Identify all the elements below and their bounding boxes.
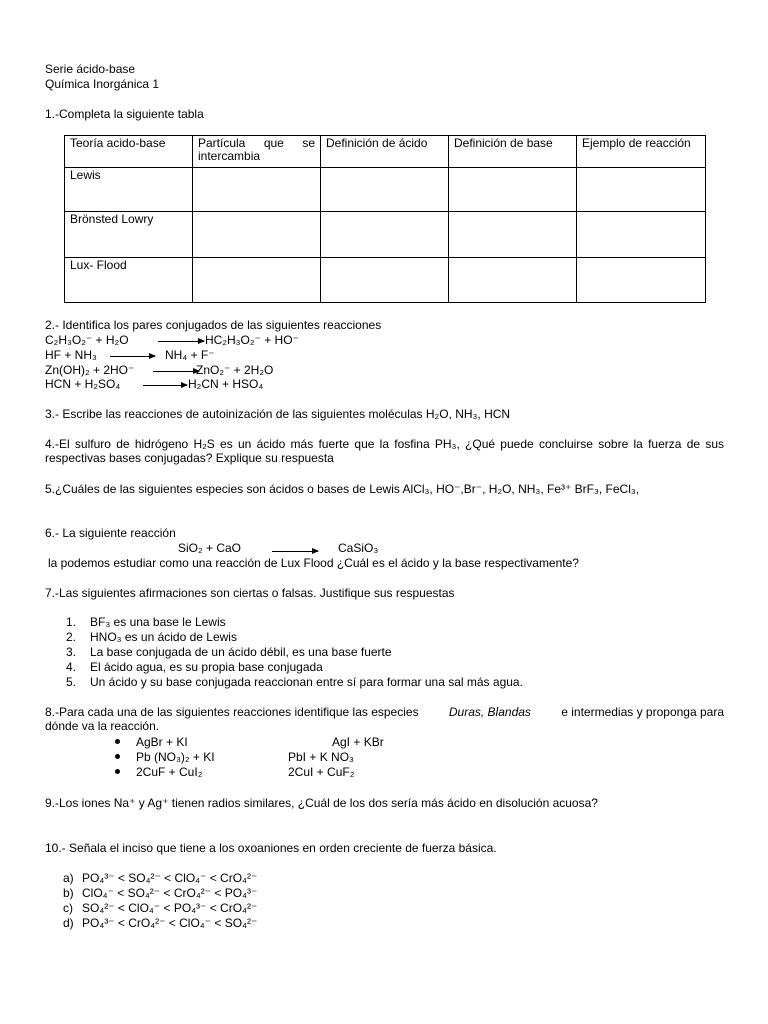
q7-item: El ácido agua, es su propia base conjugada xyxy=(90,660,323,674)
q2-reaction-3-left: Zn(OH)₂ + 2HO⁻ xyxy=(45,363,135,377)
q7-marker: 4. xyxy=(66,660,77,674)
q2-reaction-1-left: C₂H₃O₂⁻ + H₂O xyxy=(45,333,129,347)
q7-item: BF₃ es una base le Lewis xyxy=(90,615,226,629)
q10-option-label: c) xyxy=(63,901,73,915)
arrow-icon xyxy=(153,371,199,372)
q6-title: 6.- La siguiente reacción xyxy=(45,526,176,540)
table-row-label: Brönsted Lowry xyxy=(65,212,193,258)
bullet-icon xyxy=(115,739,120,744)
q8-reaction-left: Pb (NO₃)₂ + KI xyxy=(136,750,215,764)
arrow-icon xyxy=(272,551,318,552)
q2-reaction-4-left: HCN + H₂SO₄ xyxy=(45,377,121,391)
q10-option-label: d) xyxy=(63,916,74,930)
table-cell[interactable] xyxy=(577,258,706,303)
q8-reaction-right: AgI + KBr xyxy=(332,735,384,749)
q10-option-text: SO₄²⁻ < ClO₄⁻ < PO₄³⁻ < CrO₄²⁻ xyxy=(82,901,258,915)
q10-title: 10.- Señala el inciso que tiene a los oxoaniones en orden creciente de fuerza básica. xyxy=(45,841,497,855)
table-cell[interactable] xyxy=(321,168,449,212)
table-cell[interactable] xyxy=(449,258,577,303)
q8-reaction-left: 2CuF + CuI₂ xyxy=(136,765,203,779)
q2-reaction-3-right: ZnO₂⁻ + 2H₂O xyxy=(196,363,274,377)
table-header-cell: Definición de base xyxy=(449,136,577,168)
q8-title-end: e intermedias y proponga para xyxy=(561,705,724,719)
table-header-cell: Definición de ácido xyxy=(321,136,449,168)
table-cell[interactable] xyxy=(193,212,321,258)
q10-option-text: PO₄³⁻ < CrO₄²⁻ < ClO₄⁻ < SO₄²⁻ xyxy=(82,916,258,930)
q7-marker: 5. xyxy=(66,675,77,689)
q7-item: La base conjugada de un ácido débil, es una base fuerte xyxy=(90,645,392,659)
course-name: Química Inorgánica 1 xyxy=(45,77,160,91)
q7-marker: 1. xyxy=(66,615,77,629)
table-cell[interactable] xyxy=(577,168,706,212)
table-header-row xyxy=(65,136,706,168)
q2-reaction-1-right: HC₂H₃O₂⁻ + HO⁻ xyxy=(205,333,299,347)
arrow-icon xyxy=(110,356,155,357)
table-cell[interactable] xyxy=(193,258,321,303)
table-header-cell: Teoría acido-base xyxy=(65,136,193,168)
q10-option-text: PO₄³⁻ < SO₄²⁻ < ClO₄⁻ < CrO₄²⁻ xyxy=(82,871,258,885)
q7-title: 7.-Las siguientes afirmaciones son ciertas o falsas. Justifique sus respuestas xyxy=(45,586,455,600)
q8-title-start: 8.-Para cada una de las siguientes reacciones identifique las especies xyxy=(45,705,419,719)
table-row-label: Lewis xyxy=(65,168,193,212)
theory-table xyxy=(64,135,706,303)
q8-title xyxy=(45,705,724,719)
q7-item: Un ácido y su base conjugada reaccionan entre sí para formar una sal más agua. xyxy=(90,675,523,689)
q6-reaction-right: CaSiO₃ xyxy=(338,541,379,555)
arrow-icon xyxy=(143,385,187,386)
q2-reaction-2-right: NH₄ + F⁻ xyxy=(165,348,215,362)
q10-option-text: ClO₄⁻ < SO₄²⁻ < CrO₄²⁻ < PO₄³⁻ xyxy=(82,886,258,900)
q8-reaction-left: AgBr + KI xyxy=(136,735,188,749)
q2-reaction-4-right: H₂CN + HSO₄ xyxy=(188,377,264,391)
table-cell[interactable] xyxy=(449,212,577,258)
q10-option-label: a) xyxy=(63,871,74,885)
q6-reaction-left: SiO₂ + CaO xyxy=(178,541,242,555)
table-cell[interactable] xyxy=(449,168,577,212)
q8-reaction-right: PbI + K NO₃ xyxy=(288,750,354,764)
table-row xyxy=(65,212,706,258)
q7-marker: 2. xyxy=(66,630,77,644)
arrow-icon xyxy=(158,341,204,342)
q6-question: la podemos estudiar como una reacción de Lux Flood ¿Cuál es el ácido y la base respectivamente? xyxy=(48,556,579,570)
table-header-cell: Ejemplo de reacción xyxy=(577,136,706,168)
doc-title: Serie ácido-base xyxy=(45,62,136,76)
table-header-cell: Partícula que se intercambia xyxy=(193,136,321,168)
q9-text: 9.-Los iones Na⁺ y Ag⁺ tienen radios similares, ¿Cuál de los dos sería más ácido en disolución acuosa? xyxy=(45,796,598,810)
q10-option-label: b) xyxy=(63,886,74,900)
q7-item: HNO₃ es un ácido de Lewis xyxy=(90,630,237,644)
q2-reaction-2-left: HF + NH₃ xyxy=(45,348,97,362)
q8-title-line2: dónde va la reacción. xyxy=(45,719,160,733)
q5-text: 5.¿Cuáles de las siguientes especies son ácidos o bases de Lewis AlCl₃, HO⁻,Br⁻, H₂O, NH₃, Fe³⁺ BrF₃, FeCl₃, xyxy=(45,482,640,496)
table-row xyxy=(65,168,706,212)
table-cell[interactable] xyxy=(193,168,321,212)
q7-marker: 3. xyxy=(66,645,77,659)
q2-title: 2.- Identifica los pares conjugados de las siguientes reacciones xyxy=(45,318,382,332)
table-cell[interactable] xyxy=(577,212,706,258)
table-cell[interactable] xyxy=(321,258,449,303)
bullet-icon xyxy=(115,769,120,774)
q3-text: 3.- Escribe las reacciones de autoinización de las siguientes moléculas H₂O, NH₃, HCN xyxy=(45,407,511,421)
table-row-label: Lux- Flood xyxy=(65,258,193,303)
q4-text: 4.-El sulfuro de hidrógeno H₂S es un ácido más fuerte que la fosfina PH₃, ¿Qué puede concluirse sobre la fuerza de sus respectivas bases conjugadas? Explique su respuesta xyxy=(45,437,724,465)
q8-reaction-right: 2CuI + CuF₂ xyxy=(288,765,355,779)
table-cell[interactable] xyxy=(321,212,449,258)
q1-title: 1.-Completa la siguiente tabla xyxy=(45,107,204,121)
bullet-icon xyxy=(115,754,120,759)
table-row xyxy=(65,258,706,303)
q8-title-italic: Duras, Blandas xyxy=(448,705,531,719)
